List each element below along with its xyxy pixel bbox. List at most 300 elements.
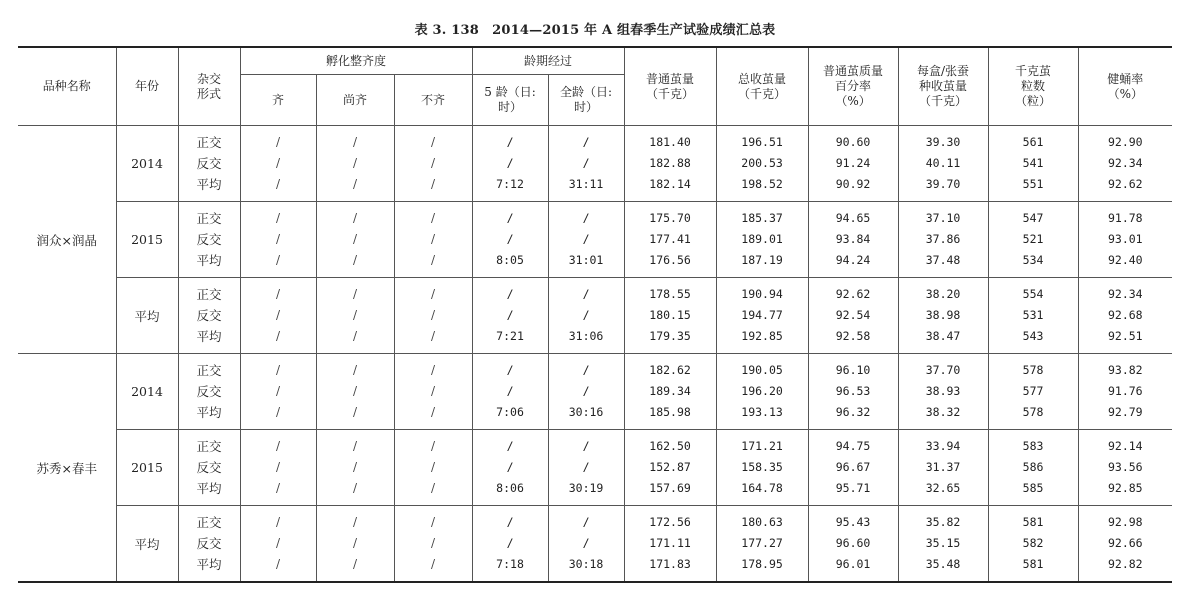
header-hatch-uneven: 不齐 <box>394 75 472 126</box>
hatch-cell-value: / <box>352 363 358 377</box>
normal-pct-cell-value: 96.32 <box>835 405 871 419</box>
per-box-cell-value: 31.37 <box>925 460 961 474</box>
total-yield-cell-value: 200.53 <box>741 156 783 170</box>
hatch-cell-value: / <box>430 363 436 377</box>
pupa-rate-cell <box>1078 354 1172 430</box>
per-box-cell-value: 38.32 <box>925 405 961 419</box>
instar-all-cell-value: / <box>582 460 590 474</box>
variety-name: 润众×润晶 <box>18 126 116 354</box>
cross-cell-value: 平均 <box>196 557 222 572</box>
per-box-cell-value: 37.48 <box>925 253 961 267</box>
hatch-cell-value: / <box>430 439 436 453</box>
normal-yield-cell-value: 176.56 <box>649 253 691 267</box>
hatch-cell-value: / <box>352 135 358 149</box>
total-yield-cell <box>716 354 808 430</box>
header-pupa-rate <box>1078 47 1172 126</box>
hatch-cell-value: / <box>352 439 358 453</box>
hatch-cell-value: / <box>430 557 436 571</box>
hatch-cell-value: / <box>352 232 358 246</box>
instar-all-cell <box>548 506 624 583</box>
hatch-cell-value: / <box>275 405 281 419</box>
pupa-rate-cell <box>1078 430 1172 506</box>
total-yield-cell-value: 196.51 <box>741 135 783 149</box>
cross-cell-value: 平均 <box>196 329 222 344</box>
hatch-cell <box>316 126 394 202</box>
hatch-cell-value: / <box>430 460 436 474</box>
per-box-cell-value: 38.93 <box>925 384 961 398</box>
hatch-cell-value: / <box>352 156 358 170</box>
normal-pct-cell <box>808 506 898 583</box>
instar-all-cell <box>548 430 624 506</box>
hatch-cell-value: / <box>275 287 281 301</box>
instar5-cell-value: 7:21 <box>496 329 524 343</box>
hatch-cell-value: / <box>275 156 281 170</box>
normal-pct-cell-value: 95.43 <box>835 515 871 529</box>
normal-pct-cell-value: 95.71 <box>835 481 871 495</box>
instar-all-cell-value: 30:18 <box>568 557 604 571</box>
total-yield-cell-value: 164.78 <box>741 481 783 495</box>
instar5-cell-value: 7:12 <box>496 177 524 191</box>
per-box-cell <box>898 354 988 430</box>
header-cross-text: 杂交形式 <box>196 71 221 101</box>
instar5-cell-value: 7:06 <box>496 405 524 419</box>
hatch-cell-value: / <box>352 460 358 474</box>
hatch-cell-value: / <box>430 515 436 529</box>
hatch-cell <box>394 430 472 506</box>
per-kg-cell-value: 585 <box>1022 481 1044 495</box>
hatch-cell <box>316 202 394 278</box>
hatch-cell-value: / <box>275 481 281 495</box>
hatch-cell <box>316 354 394 430</box>
hatch-cell-value: / <box>352 405 358 419</box>
normal-yield-cell <box>624 506 716 583</box>
per-box-cell <box>898 202 988 278</box>
normal-yield-cell-value: 172.56 <box>649 515 691 529</box>
hatch-cell-value: / <box>430 287 436 301</box>
header-instar-all <box>548 75 624 126</box>
total-yield-cell-value: 178.95 <box>741 557 783 571</box>
hatch-cell <box>240 430 316 506</box>
hatch-cell <box>316 506 394 583</box>
pupa-rate-cell-value: 93.82 <box>1107 363 1143 377</box>
hatch-cell-value: / <box>275 536 281 550</box>
per-kg-cell-value: 581 <box>1022 557 1044 571</box>
hatch-cell <box>316 278 394 354</box>
instar-all-cell <box>548 202 624 278</box>
per-box-cell-value: 39.70 <box>925 177 961 191</box>
instar-all-cell-value: 31:01 <box>568 253 604 267</box>
cross-cell-value: 平均 <box>196 405 222 420</box>
cross-cell <box>178 278 240 354</box>
instar-all-cell-value: 30:19 <box>568 481 604 495</box>
instar5-cell-value: / <box>506 384 514 398</box>
normal-pct-cell <box>808 278 898 354</box>
normal-pct-cell-value: 96.67 <box>835 460 871 474</box>
pupa-rate-cell-value: 92.66 <box>1107 536 1143 550</box>
normal-yield-cell <box>624 278 716 354</box>
per-box-cell-value: 40.11 <box>925 156 961 170</box>
normal-yield-cell-value: 182.62 <box>649 363 691 377</box>
total-yield-cell <box>716 202 808 278</box>
hatch-cell <box>394 278 472 354</box>
normal-pct-cell-value: 96.01 <box>835 557 871 571</box>
header-normal-pct-text: 普通茧质量百分率（%） <box>823 64 884 108</box>
normal-yield-cell-value: 162.50 <box>649 439 691 453</box>
cross-cell-value: 平均 <box>196 253 222 268</box>
hatch-cell-value: / <box>430 405 436 419</box>
hatch-cell <box>394 354 472 430</box>
per-kg-cell-value: 583 <box>1022 439 1044 453</box>
instar5-cell <box>472 354 548 430</box>
instar5-cell-value: 8:05 <box>496 253 524 267</box>
normal-yield-cell-value: 171.11 <box>649 536 691 550</box>
total-yield-cell-value: 190.05 <box>741 363 783 377</box>
normal-pct-cell <box>808 354 898 430</box>
hatch-cell-value: / <box>275 460 281 474</box>
per-kg-cell-value: 578 <box>1022 363 1044 377</box>
header-per-kg-text: 千克茧粒数（粒） <box>1015 64 1052 108</box>
hatch-cell-value: / <box>275 439 281 453</box>
instar-all-cell <box>548 278 624 354</box>
cross-cell-value: 反交 <box>196 232 222 247</box>
header-per-box-text: 每盒/张蚕种收茧量（千克） <box>917 64 970 108</box>
total-yield-cell-value: 185.37 <box>741 211 783 225</box>
instar5-cell-value: / <box>506 363 514 377</box>
hatch-cell-value: / <box>275 211 281 225</box>
pupa-rate-cell-value: 92.34 <box>1107 156 1143 170</box>
hatch-cell-value: / <box>352 287 358 301</box>
instar5-cell-value: / <box>506 439 514 453</box>
total-yield-cell-value: 187.19 <box>741 253 783 267</box>
instar-all-cell-value: / <box>582 439 590 453</box>
instar5-cell <box>472 430 548 506</box>
total-yield-cell <box>716 126 808 202</box>
normal-yield-cell <box>624 430 716 506</box>
per-kg-cell-value: 554 <box>1022 287 1044 301</box>
instar5-cell-value: 8:06 <box>496 481 524 495</box>
instar-all-cell-value: / <box>582 536 590 550</box>
per-kg-cell-value: 578 <box>1022 405 1044 419</box>
instar-all-cell-value: / <box>582 135 590 149</box>
instar-all-cell-value: / <box>582 211 590 225</box>
per-kg-cell-value: 581 <box>1022 515 1044 529</box>
normal-yield-cell-value: 157.69 <box>649 481 691 495</box>
cross-cell-value: 反交 <box>196 308 222 323</box>
hatch-cell-value: / <box>275 232 281 246</box>
hatch-cell <box>240 278 316 354</box>
per-box-cell <box>898 278 988 354</box>
pupa-rate-cell <box>1078 506 1172 583</box>
header-year: 年份 <box>116 47 178 126</box>
hatch-cell-value: / <box>430 481 436 495</box>
normal-yield-cell <box>624 202 716 278</box>
instar-all-cell-value: 31:06 <box>568 329 604 343</box>
instar-all-cell <box>548 126 624 202</box>
cross-cell <box>178 202 240 278</box>
normal-pct-cell-value: 92.62 <box>835 287 871 301</box>
normal-pct-cell-value: 96.60 <box>835 536 871 550</box>
per-box-cell-value: 35.82 <box>925 515 961 529</box>
normal-pct-cell-value: 92.54 <box>835 308 871 322</box>
hatch-cell-value: / <box>430 536 436 550</box>
hatch-cell-value: / <box>275 177 281 191</box>
per-box-cell-value: 32.65 <box>925 481 961 495</box>
pupa-rate-cell-value: 93.56 <box>1107 460 1143 474</box>
per-kg-cell-value: 561 <box>1022 135 1044 149</box>
instar5-cell-value: / <box>506 460 514 474</box>
normal-yield-cell <box>624 126 716 202</box>
hatch-cell-value: / <box>352 515 358 529</box>
cross-cell <box>178 506 240 583</box>
hatch-cell-value: / <box>352 557 358 571</box>
year-cell: 平均 <box>116 278 178 354</box>
normal-yield-cell-value: 185.98 <box>649 405 691 419</box>
per-kg-cell <box>988 354 1078 430</box>
per-box-cell-value: 37.86 <box>925 232 961 246</box>
instar5-cell-value: / <box>506 287 514 301</box>
pupa-rate-cell-value: 92.90 <box>1107 135 1143 149</box>
per-box-cell-value: 38.98 <box>925 308 961 322</box>
per-kg-cell <box>988 126 1078 202</box>
hatch-cell-value: / <box>352 308 358 322</box>
total-yield-cell <box>716 278 808 354</box>
normal-yield-cell-value: 177.41 <box>649 232 691 246</box>
table-title: 表 3. 138 2014—2015 年 A 组春季生产试验成绩汇总表 <box>414 23 776 38</box>
instar5-cell-value: / <box>506 515 514 529</box>
per-box-cell-value: 33.94 <box>925 439 961 453</box>
cross-cell-value: 正交 <box>196 135 222 150</box>
instar-all-cell-value: 31:11 <box>568 177 604 191</box>
pupa-rate-cell-value: 92.82 <box>1107 557 1143 571</box>
header-variety: 品种名称 <box>18 47 116 126</box>
instar-all-cell-value: / <box>582 384 590 398</box>
instar5-cell-value: 7:18 <box>496 557 524 571</box>
year-cell: 2015 <box>116 202 178 278</box>
hatch-cell-value: / <box>352 253 358 267</box>
normal-pct-cell-value: 93.84 <box>835 232 871 246</box>
hatch-cell-value: / <box>430 177 436 191</box>
normal-pct-cell-value: 92.58 <box>835 329 871 343</box>
per-box-cell-value: 37.10 <box>925 211 961 225</box>
instar5-cell-value: / <box>506 232 514 246</box>
per-kg-cell-value: 551 <box>1022 177 1044 191</box>
per-box-cell <box>898 430 988 506</box>
normal-yield-cell-value: 189.34 <box>649 384 691 398</box>
per-box-cell-value: 38.20 <box>925 287 961 301</box>
year-cell: 2015 <box>116 430 178 506</box>
table-header <box>18 47 1172 126</box>
pupa-rate-cell-value: 92.85 <box>1107 481 1143 495</box>
hatch-cell <box>394 126 472 202</box>
per-kg-cell-value: 543 <box>1022 329 1044 343</box>
per-kg-cell-value: 577 <box>1022 384 1044 398</box>
hatch-cell-value: / <box>430 156 436 170</box>
pupa-rate-cell-value: 92.34 <box>1107 287 1143 301</box>
normal-yield-cell-value: 175.70 <box>649 211 691 225</box>
yield-summary-table <box>18 46 1172 583</box>
header-cross <box>178 47 240 126</box>
per-kg-cell <box>988 202 1078 278</box>
hatch-cell-value: / <box>352 384 358 398</box>
hatch-cell-value: / <box>352 177 358 191</box>
per-kg-cell-value: 547 <box>1022 211 1044 225</box>
year-cell: 2014 <box>116 354 178 430</box>
per-kg-cell-value: 531 <box>1022 308 1044 322</box>
cross-cell-value: 正交 <box>196 287 222 302</box>
total-yield-cell-value: 177.27 <box>741 536 783 550</box>
normal-pct-cell-value: 94.65 <box>835 211 871 225</box>
per-kg-cell-value: 541 <box>1022 156 1044 170</box>
hatch-cell-value: / <box>275 308 281 322</box>
year-cell: 2014 <box>116 126 178 202</box>
per-kg-cell-value: 521 <box>1022 232 1044 246</box>
hatch-cell <box>240 506 316 583</box>
hatch-cell-value: / <box>430 329 436 343</box>
hatch-cell-value: / <box>275 515 281 529</box>
normal-pct-cell-value: 96.10 <box>835 363 871 377</box>
hatch-cell <box>240 202 316 278</box>
instar5-cell-value: / <box>506 308 514 322</box>
normal-pct-cell <box>808 126 898 202</box>
header-total-yield-text: 总收茧量（千克） <box>738 71 787 101</box>
total-yield-cell-value: 193.13 <box>741 405 783 419</box>
hatch-cell-value: / <box>352 211 358 225</box>
table-row <box>18 126 1172 202</box>
pupa-rate-cell-value: 93.01 <box>1107 232 1143 246</box>
pupa-rate-cell-value: 91.78 <box>1107 211 1143 225</box>
hatch-cell-value: / <box>430 253 436 267</box>
instar-all-cell-value: / <box>582 515 590 529</box>
instar-all-cell-value: / <box>582 308 590 322</box>
cross-cell-value: 正交 <box>196 439 222 454</box>
instar5-cell <box>472 506 548 583</box>
pupa-rate-cell-value: 92.79 <box>1107 405 1143 419</box>
header-instar5-text: 5 龄（日:时） <box>484 85 536 114</box>
table-row <box>18 506 1172 583</box>
table-row <box>18 202 1172 278</box>
cross-cell <box>178 354 240 430</box>
pupa-rate-cell-value: 92.40 <box>1107 253 1143 267</box>
per-kg-cell-value: 534 <box>1022 253 1044 267</box>
normal-pct-cell-value: 94.75 <box>835 439 871 453</box>
cross-cell-value: 平均 <box>196 481 222 496</box>
instar-all-cell-value: / <box>582 232 590 246</box>
normal-yield-cell-value: 182.88 <box>649 156 691 170</box>
hatch-cell <box>316 430 394 506</box>
instar5-cell <box>472 202 548 278</box>
hatch-cell-value: / <box>275 329 281 343</box>
hatch-cell-value: / <box>352 329 358 343</box>
normal-pct-cell-value: 91.24 <box>835 156 871 170</box>
table-row <box>18 430 1172 506</box>
cross-cell-value: 正交 <box>196 211 222 226</box>
normal-pct-cell <box>808 430 898 506</box>
cross-cell-value: 反交 <box>196 384 222 399</box>
hatch-cell-value: / <box>430 135 436 149</box>
hatch-cell-value: / <box>430 211 436 225</box>
cross-cell-value: 反交 <box>196 460 222 475</box>
normal-yield-cell-value: 171.83 <box>649 557 691 571</box>
total-yield-cell-value: 190.94 <box>741 287 783 301</box>
instar5-cell-value: / <box>506 156 514 170</box>
per-box-cell-value: 38.47 <box>925 329 961 343</box>
header-total-yield <box>716 47 808 126</box>
hatch-cell-value: / <box>352 536 358 550</box>
instar-all-cell-value: 30:16 <box>568 405 604 419</box>
table-body <box>18 126 1172 583</box>
per-box-cell-value: 39.30 <box>925 135 961 149</box>
normal-pct-cell-value: 90.92 <box>835 177 871 191</box>
year-cell: 平均 <box>116 506 178 583</box>
instar-all-cell-value: / <box>582 156 590 170</box>
pupa-rate-cell-value: 92.62 <box>1107 177 1143 191</box>
header-hatch-fair: 尚齐 <box>316 75 394 126</box>
per-box-cell-value: 37.70 <box>925 363 961 377</box>
variety-name: 苏秀×春丰 <box>18 354 116 583</box>
normal-yield-cell-value: 178.55 <box>649 287 691 301</box>
total-yield-cell-value: 198.52 <box>741 177 783 191</box>
per-box-cell <box>898 126 988 202</box>
header-per-kg <box>988 47 1078 126</box>
pupa-rate-cell-value: 92.51 <box>1107 329 1143 343</box>
header-instar5 <box>472 75 548 126</box>
cross-cell <box>178 126 240 202</box>
total-yield-cell <box>716 430 808 506</box>
normal-yield-cell <box>624 354 716 430</box>
header-normal-yield <box>624 47 716 126</box>
per-box-cell-value: 35.15 <box>925 536 961 550</box>
hatch-cell-value: / <box>430 384 436 398</box>
header-pupa-rate-text: 健蛹率（%） <box>1107 71 1144 101</box>
normal-yield-cell-value: 180.15 <box>649 308 691 322</box>
instar5-cell <box>472 126 548 202</box>
total-yield-cell-value: 196.20 <box>741 384 783 398</box>
cross-cell-value: 反交 <box>196 156 222 171</box>
total-yield-cell <box>716 506 808 583</box>
cross-cell-value: 平均 <box>196 177 222 192</box>
hatch-cell-value: / <box>430 308 436 322</box>
normal-yield-cell-value: 152.87 <box>649 460 691 474</box>
instar5-cell-value: / <box>506 536 514 550</box>
header-normal-pct <box>808 47 898 126</box>
pupa-rate-cell-value: 92.68 <box>1107 308 1143 322</box>
normal-yield-cell-value: 181.40 <box>649 135 691 149</box>
hatch-cell-value: / <box>275 384 281 398</box>
pupa-rate-cell-value: 92.98 <box>1107 515 1143 529</box>
hatch-cell-value: / <box>430 232 436 246</box>
instar5-cell-value: / <box>506 211 514 225</box>
header-instar-all-text: 全龄（日:时） <box>560 85 613 114</box>
per-kg-cell <box>988 430 1078 506</box>
per-kg-cell-value: 582 <box>1022 536 1044 550</box>
total-yield-cell-value: 158.35 <box>741 460 783 474</box>
instar5-cell <box>472 278 548 354</box>
hatch-cell <box>240 126 316 202</box>
pupa-rate-cell <box>1078 126 1172 202</box>
pupa-rate-cell-value: 91.76 <box>1107 384 1143 398</box>
per-kg-cell <box>988 506 1078 583</box>
per-kg-cell-value: 586 <box>1022 460 1044 474</box>
table-row <box>18 354 1172 430</box>
pupa-rate-cell <box>1078 278 1172 354</box>
normal-pct-cell-value: 96.53 <box>835 384 871 398</box>
instar-all-cell-value: / <box>582 363 590 377</box>
per-box-cell-value: 35.48 <box>925 557 961 571</box>
total-yield-cell-value: 189.01 <box>741 232 783 246</box>
header-normal-yield-text: 普通茧量（千克） <box>646 71 695 101</box>
cross-cell-value: 反交 <box>196 536 222 551</box>
header-hatch-group: 孵化整齐度 <box>240 47 472 75</box>
